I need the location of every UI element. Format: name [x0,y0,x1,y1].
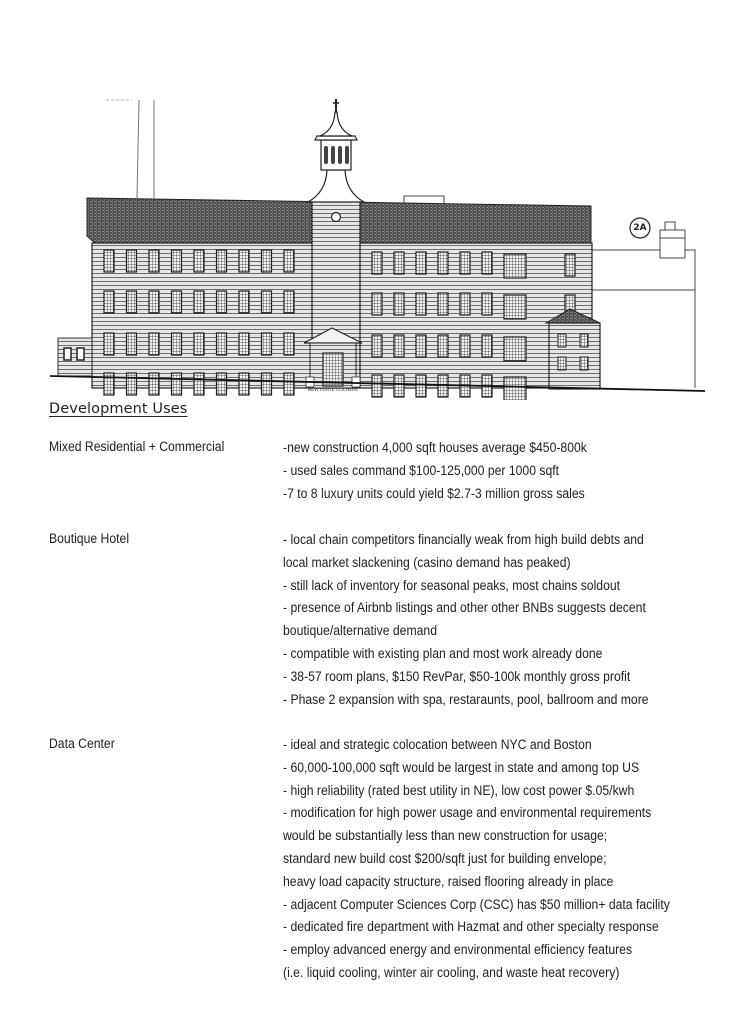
left-annex [58,338,92,376]
window [416,293,426,315]
window [504,295,526,319]
window [565,254,575,276]
building-elevation-drawing [50,90,710,400]
window [284,373,294,395]
use-label: Boutique Hotel [49,531,130,547]
window [460,335,470,357]
window [172,250,182,272]
window [394,252,404,274]
detail-line: -7 to 8 luxury units could yield $2.7-3 million gross sales [283,485,585,502]
chimney-lines [106,100,154,198]
window [262,250,272,272]
window [284,333,294,355]
window [372,375,382,397]
detail-line: - used sales command $100-125,000 per 1000 sqft [283,462,560,479]
detail-line: - dedicated fire department with Hazmat and other specialty response [283,919,659,936]
window [416,375,426,397]
detail-line: - local chain competitors financially weak from high build debts and [283,532,644,548]
window [262,373,272,395]
window [172,333,182,355]
detail-line: - modification for high power usage and environmental requirements [283,805,652,822]
window [217,291,227,313]
detail-line: - Phase 2 expansion with spa, restaraunts, pool, ballroom and more [283,691,649,708]
window [372,293,382,315]
window [460,252,470,274]
detail-line: (i.e. liquid cooling, winter air cooling, and waste heat recovery) [283,964,620,981]
annex-window [77,348,84,360]
window [239,333,249,355]
window [217,250,227,272]
window [482,252,492,274]
window [127,333,137,355]
window [149,373,159,395]
window [394,375,404,397]
window [372,252,382,274]
window [217,333,227,355]
detail-line: - adjacent Computer Sciences Corp (CSC) has $50 million+ data facility [283,896,670,913]
window [504,377,526,400]
window [284,291,294,313]
detail-line: local market slackening (casino demand has peaked) [283,554,571,571]
window [416,252,426,274]
window [394,335,404,357]
detail-line: - ideal and strategic colocation between NYC and Boston [283,737,592,753]
oculus-window [332,213,341,222]
window [194,291,204,313]
window [482,293,492,315]
detail-line: - compatible with existing plan and most work already done [283,645,603,662]
section-heading: Development Uses [49,401,188,417]
window [438,335,448,357]
annex-window [64,348,71,360]
window [194,373,204,395]
detail-line: - 60,000-100,000 sqft would be largest in state and among top US [283,759,640,776]
window [460,293,470,315]
window [104,291,114,313]
entry-door [323,353,343,386]
window [438,293,448,315]
detail-line: boutique/alternative demand [283,623,437,640]
window [127,373,137,395]
window [284,250,294,272]
window [239,250,249,272]
window [194,250,204,272]
detail-line: - 38-57 room plans, $150 RevPar, $50-100k monthly gross profit [283,668,631,685]
use-label: Data Center [49,736,115,752]
window [438,375,448,397]
window [127,250,137,272]
right-wing [546,309,600,389]
use-label: Mixed Residential + Commercial [49,439,225,455]
detail-line: - employ advanced energy and environmental efficiency features [283,942,633,959]
window [504,254,526,278]
use-details [283,439,747,507]
window [394,293,404,315]
use-details [283,531,747,713]
window [104,333,114,355]
section-marker-2a [630,218,650,238]
window [217,373,227,395]
detail-line: - high reliability (rated best utility in NE), low cost power $.05/kwh [283,782,635,799]
window [172,291,182,313]
detail-line: - still lack of inventory for seasonal peaks, most chains soldout [283,577,621,594]
window [504,337,526,361]
window [149,333,159,355]
window [194,333,204,355]
detail-line: heavy load capacity structure, raised flooring already in place [283,873,614,890]
detail-line: standard new build cost $200/sqft just for building envelope; [283,850,607,867]
use-details [283,736,747,987]
window [104,250,114,272]
window [262,291,272,313]
window [438,252,448,274]
section-marker-label: 2A [633,223,647,233]
adjacent-building-outline [591,222,695,388]
window [149,291,159,313]
detail-line: - presence of Airbnb listings and other other BNBs suggests decent [283,600,646,617]
window [149,250,159,272]
window [127,291,137,313]
window [372,335,382,357]
window [416,335,426,357]
window [239,291,249,313]
window [104,373,114,395]
detail-line: -new construction 4,000 sqft houses average $450-800k [283,440,587,456]
drawing-caption: NEW PORTE COCHERE [307,388,359,393]
window [262,333,272,355]
window [239,373,249,395]
window [172,373,182,395]
window [482,335,492,357]
detail-line: would be substantially less than new construction for usage; [283,828,608,845]
